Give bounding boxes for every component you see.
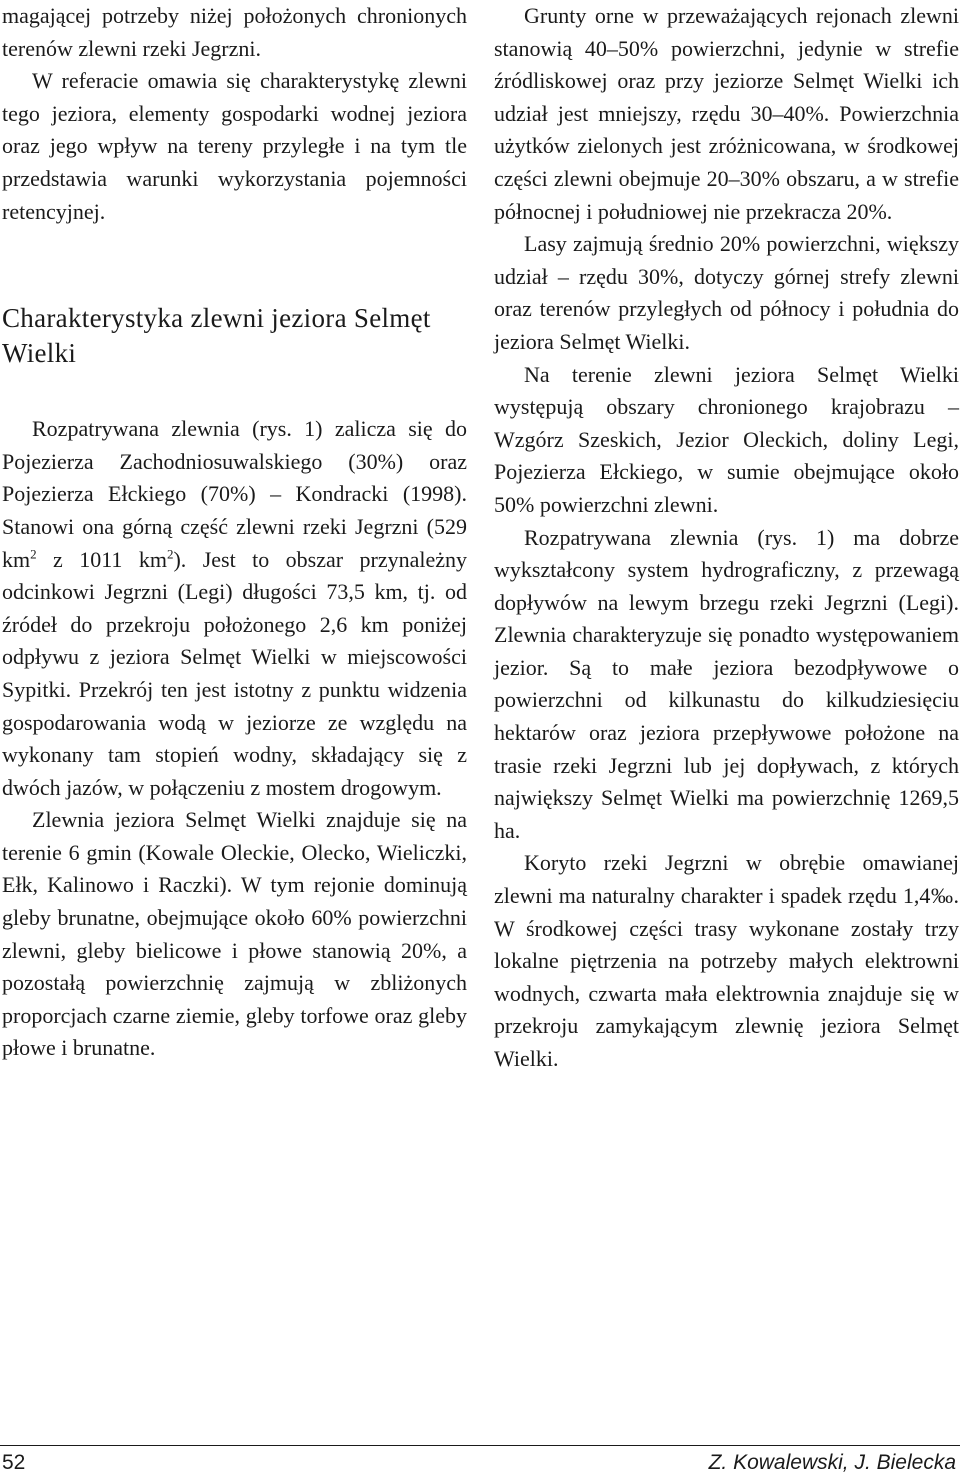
page-number: 52 xyxy=(2,1451,26,1474)
superscript-squared-2: 2 xyxy=(166,546,174,562)
paragraph-soils: Zlewnia jeziora Selmęt Wielki znajduje się na terenie 6 gmin (Kowale Oleckie, Olecko, Wieliczki, Ełk, Kalinowo i Raczki). W tym rejonie dominują gleby brunatne, obejmujące około 60% powierzchni zlewni, gleby bielicowe i płowe stanowią 20%, a pozostałą powierzchnię zajmują w zbliżonych proporcjach czarne ziemie, gleby torfowe oraz gleby płowe i brunatne. xyxy=(2,807,467,1061)
right-column xyxy=(494,0,959,1076)
left-column xyxy=(2,0,467,1065)
paragraph-continued: magającej potrzeby niżej położonych chronionych terenów zlewni rzeki Jegrzni. xyxy=(2,3,467,61)
page-footer xyxy=(0,1445,960,1477)
paragraph-arable-land: Grunty orne w przeważających rejonach zlewni stanowią 40–50% powierzchni, jedynie w strefie źródliskowej oraz przy jeziorze Selmęt Wielki ich udział jest mniejszy, rzędu 30–40%. Powierzchnia użytków zielonych jest zróżnicowana, w środkowej części zlewni obejmuje 20–30% obszaru, a w strefie północnej i południowej nie przekracza 20%. xyxy=(494,3,959,224)
paragraph-hydrography: Rozpatrywana zlewnia (rys. 1) ma dobrze wykształcony system hydrograficzny, z przewagą dopływów na lewym brzegu rzeki Jegrzni (Legi). Zlewnia charakteryzuje się ponadto występowaniem jezior. Są to małe jeziora bezodpływowe o powierzchni od kilkunastu do kilkudziesięciu hektarów oraz jeziora przepływowe położone na trasie rzeki Jegrzni lub jej dopływach, z których największy Selmęt Wielki ma powierzchnię 1269,5 ha. xyxy=(494,524,959,843)
section-heading: Charakterystyka zlewni jeziora Selmęt Wielki xyxy=(2,303,431,369)
running-author: Z. Kowalewski, J. Bielecka xyxy=(708,1451,956,1474)
catchment-text-part1: Rozpatrywana zlewnia (rys. 1) zalicza się do Pojezierza Zachodniosuwalskiego (30%) oraz Pojezierza Ełckiego (70%) – Kondracki (1998). Stanowi ona górną część zlewni rzeki Jegrzni (529 km xyxy=(2,416,467,572)
paragraph-forests: Lasy zajmują średnio 20% powierzchni, większy udział – rzędu 30%, dotyczy górnej strefy zlewni oraz terenów przyległych od północy i południa do jeziora Selmęt Wielki. xyxy=(494,231,959,354)
catchment-text-part2: z 1011 km xyxy=(36,546,167,572)
catchment-text-part3: ). Jest to obszar przynależny odcinkowi Jegrzni (Legi) długości 73,5 km, tj. od źródeł do przekroju położonego 2,6 km poniżej odpływu z jeziora Selmęt Wielki w miejscowości Sypitki. Przekrój ten jest istotny z punktu widzenia gospodarowania wodą w jeziorze ze względu na wykonany tam stopień wodny, składający się z dwóch jazów, w połączeniu z mostem drogowym. xyxy=(2,546,467,800)
superscript-squared-1: 2 xyxy=(30,546,37,562)
paragraph-catchment xyxy=(2,413,467,804)
paragraph-protected-areas: Na terenie zlewni jeziora Selmęt Wielki występują obszary chronionego krajobrazu – Wzgórz Szeskich, Jezior Oleckich, doliny Legi, Pojezierza Ełckiego, w sumie obejmujące około 50% powierzchni zlewni. xyxy=(494,361,959,517)
footer-divider xyxy=(0,1445,960,1446)
paragraph-riverbed: Koryto rzeki Jegrzni w obrębie omawianej zlewni ma naturalny charakter i spadek rzędu 1,4‰. W środkowej części trasy wykonane zostały trzy lokalne piętrzenia na potrzeby małych elektrowni wodnych, czwarta mała elektrownia znajduje się w przekroju zamykającym zlewnię jeziora Selmęt Wielki. xyxy=(494,850,959,1071)
paragraph-intro: W referacie omawia się charakterystykę zlewni tego jeziora, elementy gospodarki wodnej jeziora oraz jego wpływ na tereny przyległe i na tym tle przedstawia warunki wykorzystania pojemności retencyjnej. xyxy=(2,68,467,224)
